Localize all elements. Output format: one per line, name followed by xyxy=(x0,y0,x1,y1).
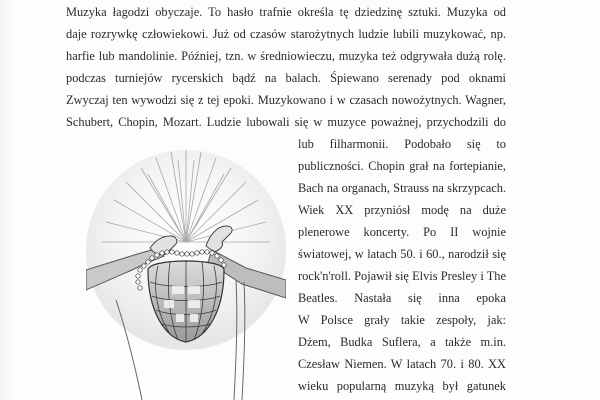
text-line: rock'n'roll. Pojawił się Elvis Presley i The xyxy=(298,269,506,283)
text-line: daje rozrywkę człowiekowi. Już od czasów starożytnych ludzie lubili muzykować, np. xyxy=(66,27,506,41)
text-line: lub filharmonii. Podobało się to xyxy=(298,137,506,151)
text-line: Zwyczaj ten wywodzi się z tej epoki. Muzykowano i w czasach nowożytnych. Wagner, xyxy=(66,93,506,107)
text-line: plenerowe koncerty. Po II wojnie xyxy=(298,225,506,239)
text-line: wieku popularną muzyką był gatunek xyxy=(298,379,506,393)
text-line: Dżem, Budka Suflera, a także m.in. xyxy=(298,335,506,349)
scan-shadow xyxy=(0,0,14,400)
text-line: Bach na organach, Strauss na skrzypcach. xyxy=(298,181,506,195)
text-line: Czesław Niemen. W latach 70. i 80. XX xyxy=(298,357,506,371)
text-line: światowej, w latach 50. i 60., narodził się xyxy=(298,247,506,261)
text-line: harfie lub mandolinie. Później, tzn. w średniowieczu, muzyka też odgrywała dużą rolę. xyxy=(66,49,506,63)
text-line: podczas turniejów rycerskich bądź na balach. Śpiewano serenady pod oknami xyxy=(66,71,506,85)
text-line: Beatles. Nastała się inna epoka xyxy=(298,291,506,305)
text-line: publiczności. Chopin grał na fortepianie, xyxy=(298,159,506,173)
text-line: Muzyka łagodzi obyczaje. To hasło trafnie określa tę dziedzinę sztuki. Muzyka od xyxy=(66,5,506,19)
hands-globe-illustration-icon xyxy=(86,130,286,400)
text-line: W Polsce grały takie zespoły, jak: xyxy=(298,313,506,327)
text-line: Schubert, Chopin, Mozart. Ludzie lubowali się w muzyce poważnej, przychodzili do xyxy=(66,115,506,129)
text-line: Wiek XX przyniósł modę na duże xyxy=(298,203,506,217)
